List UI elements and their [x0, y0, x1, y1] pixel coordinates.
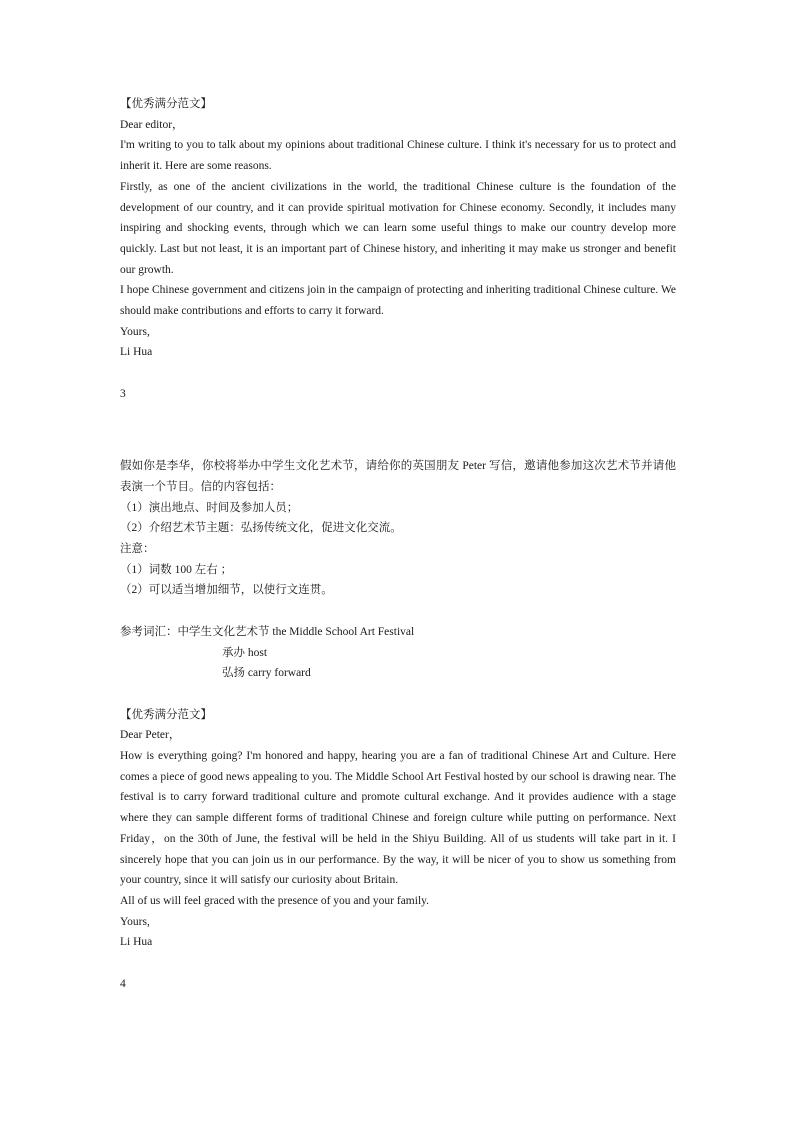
vocab-line-1: 参考词汇：中学生文化艺术节 the Middle School Art Festival [120, 625, 415, 638]
section2-paragraph-2: All of us will feel graced with the presence of you and your family. [120, 894, 430, 907]
vocab-line-3: 弘扬 carry forward [222, 667, 311, 680]
task-note-1: （1）词数 100 左右 ； [120, 563, 233, 576]
section1-paragraph-1: I'm writing to you to talk about my opinions about traditional Chinese culture. I think it's necessary for us to protect and inherit it. Here are some reasons. [120, 139, 676, 173]
task-note-2: （2）可以适当增加细节，以使行文连贯。 [120, 584, 333, 597]
spacer [120, 363, 676, 384]
section1-signature: Li Hua [120, 346, 153, 359]
task-item-2: （2）介绍艺术节主题：弘扬传统文化，促进文化交流。 [120, 522, 402, 535]
task-notes-label: 注意： [120, 543, 155, 556]
page-number-4: 4 [120, 977, 126, 990]
vocab-line-2: 承办 host [222, 646, 268, 659]
section1-paragraph-3: I hope Chinese government and citizens join in the campaign of protecting and inheriting traditional Chinese culture. We should make contributions and efforts to carry it forward. [120, 284, 676, 318]
document-page [120, 94, 676, 994]
section1-paragraph-2: Firstly, as one of the ancient civilizations in the world, the traditional Chinese culture is the foundation of the development of our country, and it can provide spiritual motivation for Chinese economy. Secondly, it includes many inspiring and shocking events, through which we can learn some useful things to make our country develop more quickly. Last but not least, it is an important part of Chinese history, and inheriting it may make us stronger and benefit our growth. [120, 180, 676, 276]
page-number-3: 3 [120, 387, 126, 400]
spacer [120, 601, 676, 622]
task-prompt: 假如你是李华，你校将举办中学生文化艺术节，请给你的英国朋友 Peter 写信，邀请他参加这次艺术节并请他表演一个节目。信的内容包括： [120, 460, 676, 493]
section2-salutation: Dear Peter， [120, 729, 181, 742]
section2-closing: Yours, [120, 915, 150, 928]
section2-paragraph-1: How is everything going? I'm honored and happy, hearing you are a fan of traditional Chinese Art and Culture. Here comes a piece of good news appealing to you. The Middle School Art Festival hosted by our school is drawing near. The festival is to carry forward traditional culture and promote cultural exchange. And it provides audience with a stage where they can sample different forms of traditional Chinese and foreign culture while putting on performance. Next Friday，on the 30th of June, the festival will be held in the Shiyu Building. All of us students will take part in it. I sincerely hope that you can join us in our performance. By the way, it will be nicer of you to show us something from your country, since it will satisfy our curiosity about Britain. [120, 750, 676, 887]
section1-closing: Yours, [120, 325, 150, 338]
section2-signature: Li Hua [120, 936, 153, 949]
spacer [120, 425, 676, 456]
task-item-1: （1）演出地点、时间及参加人员； [120, 501, 299, 514]
section2-heading: 【优秀满分范文】 [120, 708, 212, 721]
spacer [120, 405, 676, 426]
spacer [120, 684, 676, 705]
section1-heading: 【优秀满分范文】 [120, 98, 212, 110]
section1-salutation: Dear editor， [120, 118, 184, 131]
spacer [120, 953, 676, 974]
